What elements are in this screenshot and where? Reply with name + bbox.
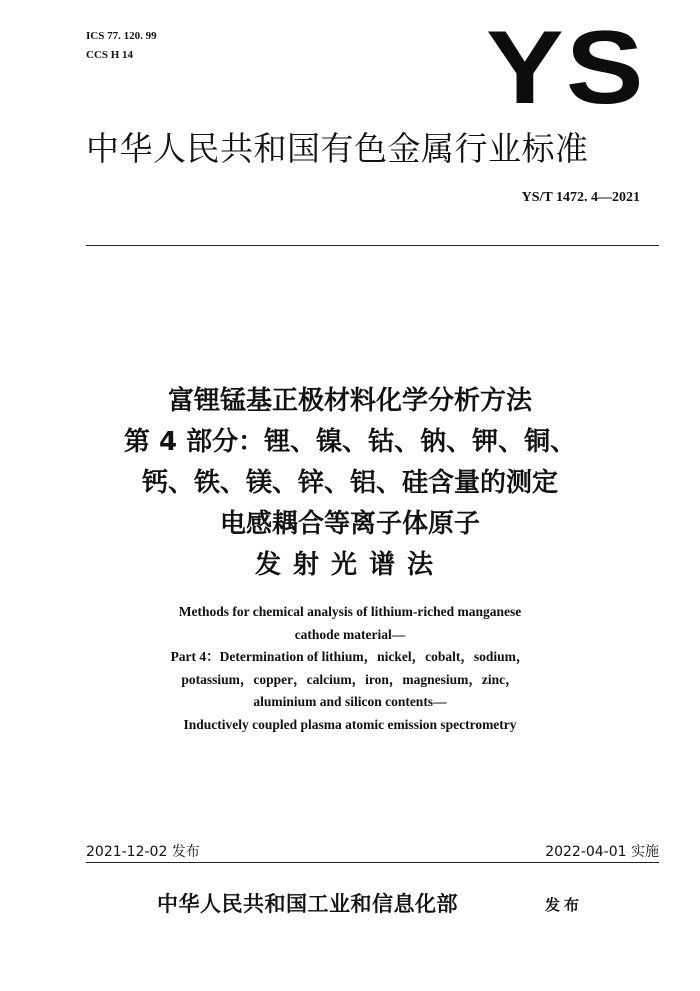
top-divider bbox=[86, 245, 659, 246]
standard-number: YS/T 1472. 4—2021 bbox=[521, 190, 640, 205]
chinese-title bbox=[60, 381, 640, 586]
chinese-title-line: 发射光谱法 bbox=[254, 550, 445, 580]
publish-label: 发布 bbox=[545, 896, 584, 914]
english-title-line: Inductively coupled plasma atomic emission spectrometry bbox=[183, 716, 517, 732]
publisher: 中华人民共和国工业和信息化部 bbox=[157, 892, 458, 916]
standard-category-title: 中华人民共和国有色金属行业标准 bbox=[86, 129, 589, 168]
classification-codes bbox=[86, 27, 157, 65]
ics-code: ICS 77. 120. 99 bbox=[86, 30, 157, 42]
bottom-divider bbox=[86, 862, 659, 863]
chinese-title-line: 富锂锰基正极材料化学分析方法 bbox=[167, 386, 532, 416]
chinese-title-line: 电感耦合等离子体原子 bbox=[219, 509, 480, 539]
english-title-line: cathode material— bbox=[294, 626, 406, 642]
chinese-title-line: 钙、铁、镁、锌、铝、硅含量的测定 bbox=[141, 468, 558, 498]
english-title-line: potassium，copper，calcium，iron，magnesium，zinc， bbox=[181, 671, 519, 687]
ys-logo: YS bbox=[486, 10, 646, 126]
ccs-code: CCS H 14 bbox=[86, 49, 134, 61]
english-title-line: Part 4：Determination of lithium，nickel，cobalt，sodium， bbox=[170, 649, 530, 664]
english-title-line: aluminium and silicon contents— bbox=[253, 694, 447, 709]
issue-date: 2021-12-02 发布 bbox=[86, 844, 200, 860]
chinese-title-line: 第 4 部分：锂、镍、钴、钠、钾、铜、 bbox=[123, 427, 577, 457]
english-title bbox=[60, 601, 640, 736]
english-title-line: Methods for chemical analysis of lithium-riched manganese bbox=[178, 604, 522, 619]
implementation-date: 2022-04-01 实施 bbox=[545, 844, 659, 860]
